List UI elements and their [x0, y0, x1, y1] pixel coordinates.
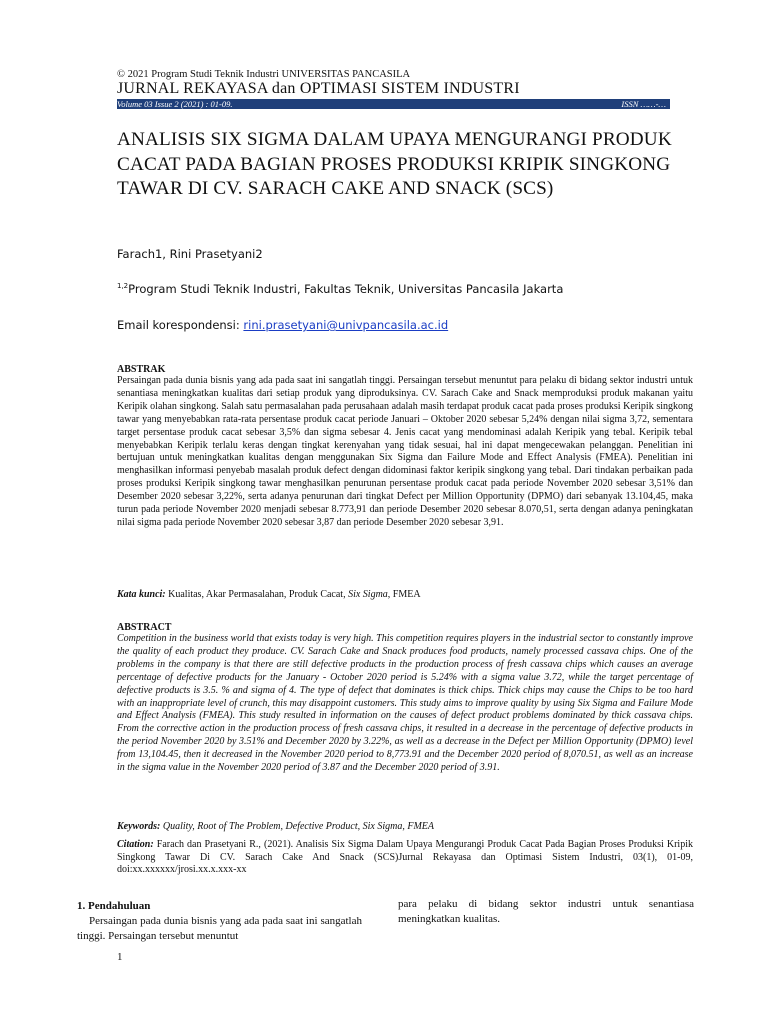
keywords	[117, 821, 434, 832]
email-label: Email korespondensi:	[117, 318, 244, 332]
keywords-label: Keywords:	[117, 821, 161, 832]
volume-bar	[117, 99, 670, 109]
citation	[117, 839, 693, 877]
volume-info: Volume 03 Issue 2 (2021) : 01-09.	[117, 99, 233, 109]
section-heading: 1. Pendahuluan	[77, 900, 151, 912]
abstrak-text: Persaingan pada dunia bisnis yang ada pada saat ini sangatlah tinggi. Persaingan tersebut menuntut para pelaku di bidang sektor industri untuk senantiasa meningkatkan kualitas dari setiap produk yang diproduksinya. CV. Sarach Cake and Snack memproduksi produk makanan yaitu Keripik olahan singkong. Salah satu permasalahan pada perusahaan adalah masih terdapat produk cacat pada proses produksi Keripik singkong tawar yang menyebabkan rata-rata persentase produk cacat periode Januari – Oktober 2020 sebesar 5,24% dengan nilai sigma 3,72, sementara target persentase produk cacat sebesar 3,5% dan sigma sebesar 4. Jenis cacat yang mendominasi adalah Keripik yang tebal. Keripik tebal menyebabkan Keripik terlalu keras dengan tingkat kerenyahan yang tidak sesuai, hal ini dapat mengecewakan pelanggan. Penelitian ini bertujuan untuk meningkatkan kualitas dengan menggunakan Six Sigma dan Failure Mode and Effect Analysis (FMEA). Penelitian ini menghasilkan informasi penyebab masalah produk defect dengan didominasi faktor keripik singkong yang tebal. Dari tindakan perbaikan pada proses produksi Keripik singkong tawar menghasilkan penurunan persentase produk cacat pada periode November 2020 sebesar 3,51% dan Desember 2020 sebesar 3,22%, serta adanya penurunan dari tingkat Defect per Million Opportunity (DPMO) dari sebanyak 13.104,45, maka turun pada periode November 2020 menjadi sebesar 8.773,91 dan periode Desember 2020 sebesar 8.070,51, serta dengan adanya peningkatan nilai sigma pada periode November 2020 sebesar 3,87 dan periode Desember 2020 sebesar 3,91.	[117, 375, 693, 528]
email-link[interactable]: rini.prasetyani@univpancasila.ac.id	[243, 318, 449, 332]
kata-kunci	[117, 589, 421, 600]
affiliation	[117, 282, 563, 296]
affiliation-text: Program Studi Teknik Industri, Fakultas Teknik, Universitas Pancasila Jakarta	[128, 282, 564, 296]
abstract-text: Competition in the business world that exists today is very high. This competition requires players in the industrial sector to constantly improve the quality of each product they produce. CV. Sarach Cake and Snack produces food products, namely processed cassava chips. One of the problems in the company is that there are still defective products in the production process of fresh cassava chips which causes an average percentage of defective products for the January - October 2020 period is 5.24% with a sigma value 3.72, while the target percentage of defective products is 3.5. % and sigma of 4. The type of defect that dominates is thick chips. Thick chips may cause the Chips to be too hard with an inappropriate level of crunch, this may disappoint customers. This study aims to improve quality by using Six Sigma and Failure Mode and Effect Analysis (FMEA). This study resulted in information on the causes of defect product problems dominated by thick cassava chips. From the corrective action in the production process of fresh cassava chips, it resulted in a decrease in the percentage of defective products in the period November 2020 by 3.51% and December 2020 by 3.22%, as well as a decrease in the Defect per Million Opportunity (DPMO) level from 13,104.45, then it decreased in the November 2020 period to 8,773.91 and the December 2020 period of 8,070.51, as well as an increase in the sigma value in the November 2020 period of 3.87 and the December 2020 period of 3.91.	[117, 633, 693, 774]
kata-kunci-label: Kata kunci:	[117, 589, 166, 600]
body-paragraph-left: Persaingan pada dunia bisnis yang ada pada saat ini sangatlah tinggi. Persaingan tersebut menuntut	[77, 915, 362, 942]
kata-kunci-italic: Six Sigma	[348, 589, 388, 600]
body-column-left	[77, 899, 362, 944]
authors: Farach1, Rini Prasetyani2	[117, 247, 263, 261]
citation-text: Farach dan Prasetyani R., (2021). Analisis Six Sigma Dalam Upaya Mengurangi Produk Cacat Pada Bagian Proses Produksi Kripik Singkong Tawar Di CV. Sarach Cake And Snack (SCS)Jurnal Rekayasa dan Optimasi Sistem Industri, 03(1), 01-09, doi:xx.xxxxxx/jrosi.xx.x.xxx-xx	[117, 839, 693, 876]
abstract-heading: ABSTRACT	[117, 622, 172, 633]
page-number: 1	[117, 951, 123, 963]
body-column-right: para pelaku di bidang sektor industri untuk senantiasa meningkatkan kualitas.	[398, 898, 694, 925]
email-line	[117, 318, 448, 332]
issn-info: ISSN ……-…	[621, 99, 666, 109]
paper-title: ANALISIS SIX SIGMA DALAM UPAYA MENGURANGI PRODUK CACAT PADA BAGIAN PROSES PRODUKSI KRIPIK SINGKONG TAWAR DI CV. SARACH CAKE AND SNACK (SCS)	[117, 129, 672, 199]
keywords-text: Quality, Root of The Problem, Defective Product, Six Sigma, FMEA	[160, 821, 434, 832]
copyright-line: © 2021 Program Studi Teknik Industri UNIVERSITAS PANCASILA	[117, 69, 411, 80]
abstrak-heading: ABSTRAK	[117, 364, 166, 375]
journal-name: JURNAL REKAYASA dan OPTIMASI SISTEM INDUSTRI	[117, 80, 520, 97]
kata-kunci-text1: Kualitas, Akar Permasalahan, Produk Cacat,	[165, 589, 349, 600]
affiliation-sup: 1,2	[117, 282, 129, 291]
citation-label: Citation:	[117, 839, 154, 850]
kata-kunci-text2: , FMEA	[387, 589, 421, 600]
